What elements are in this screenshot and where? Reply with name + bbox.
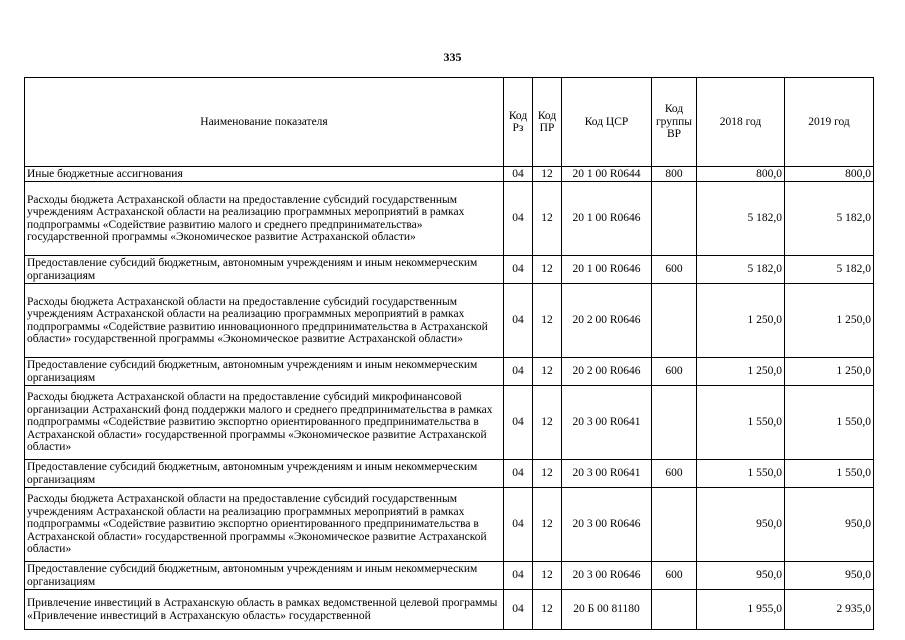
cell-csr: 20 2 00 R0646 xyxy=(562,284,652,358)
cell-rz: 04 xyxy=(504,386,533,460)
cell-vr: 600 xyxy=(652,358,697,386)
cell-csr: 20 2 00 R0646 xyxy=(562,358,652,386)
table-row xyxy=(25,256,874,284)
table-row xyxy=(25,460,874,488)
cell-y2018: 1 955,0 xyxy=(697,590,785,630)
cell-y2019: 2 935,0 xyxy=(785,590,874,630)
cell-csr: 20 3 00 R0641 xyxy=(562,386,652,460)
cell-vr xyxy=(652,284,697,358)
cell-rz: 04 xyxy=(504,460,533,488)
cell-csr: 20 3 00 R0641 xyxy=(562,460,652,488)
cell-y2019: 1 550,0 xyxy=(785,460,874,488)
cell-rz: 04 xyxy=(504,358,533,386)
cell-y2019: 5 182,0 xyxy=(785,182,874,256)
cell-pr: 12 xyxy=(533,256,562,284)
cell-csr: 20 Б 00 81180 xyxy=(562,590,652,630)
budget-table xyxy=(24,77,874,630)
table-row xyxy=(25,182,874,256)
header-2018: 2018 год xyxy=(697,78,785,167)
cell-name: Расходы бюджета Астраханской области на предоставление субсидий государственным учреждениям Астраханской области на реализацию программных мероприятий в рамках подпрограммы «Содействие развитию малого и среднего предпринимательства» государственной программы «Экономическое развитие Астраханской области» xyxy=(25,182,504,256)
cell-pr: 12 xyxy=(533,562,562,590)
cell-y2018: 950,0 xyxy=(697,562,785,590)
cell-y2019: 1 250,0 xyxy=(785,284,874,358)
cell-rz: 04 xyxy=(504,167,533,182)
cell-rz: 04 xyxy=(504,182,533,256)
cell-y2019: 950,0 xyxy=(785,488,874,562)
header-rz: Код Рз xyxy=(504,78,533,167)
cell-name: Расходы бюджета Астраханской области на предоставление субсидий государственным учреждениям Астраханской области на реализацию программных мероприятий в рамках подпрограммы «Содействие развитию инновационного предпринимательства в Астраханской области» государственной программы «Экономическое развитие Астраханской области» xyxy=(25,284,504,358)
cell-csr: 20 3 00 R0646 xyxy=(562,488,652,562)
cell-pr: 12 xyxy=(533,488,562,562)
cell-pr: 12 xyxy=(533,590,562,630)
header-name: Наименование показателя xyxy=(25,78,504,167)
cell-name: Предоставление субсидий бюджетным, автономным учреждениям и иным некоммерческим организациям xyxy=(25,460,504,488)
cell-y2019: 1 550,0 xyxy=(785,386,874,460)
cell-vr: 600 xyxy=(652,460,697,488)
cell-y2018: 1 550,0 xyxy=(697,386,785,460)
cell-name: Расходы бюджета Астраханской области на предоставление субсидий микрофинансовой организации Астраханский фонд поддержки малого и среднего предпринимательства в рамках подпрограммы «Содействие развитию экспортно ориентированного предпринимательства в Астраханской области» государственной программы «Экономическое развитие Астраханской области» xyxy=(25,386,504,460)
cell-rz: 04 xyxy=(504,488,533,562)
cell-csr: 20 1 00 R0646 xyxy=(562,256,652,284)
cell-csr: 20 1 00 R0644 xyxy=(562,167,652,182)
table-row xyxy=(25,167,874,182)
cell-pr: 12 xyxy=(533,182,562,256)
cell-name: Предоставление субсидий бюджетным, автономным учреждениям и иным некоммерческим организациям xyxy=(25,358,504,386)
cell-vr xyxy=(652,590,697,630)
cell-pr: 12 xyxy=(533,167,562,182)
cell-name: Предоставление субсидий бюджетным, автономным учреждениям и иным некоммерческим организациям xyxy=(25,562,504,590)
cell-name: Иные бюджетные ассигнования xyxy=(25,167,504,182)
cell-vr xyxy=(652,488,697,562)
cell-csr: 20 3 00 R0646 xyxy=(562,562,652,590)
table-row xyxy=(25,488,874,562)
cell-pr: 12 xyxy=(533,386,562,460)
cell-rz: 04 xyxy=(504,284,533,358)
cell-pr: 12 xyxy=(533,460,562,488)
table-row xyxy=(25,358,874,386)
cell-y2018: 800,0 xyxy=(697,167,785,182)
cell-vr: 600 xyxy=(652,562,697,590)
cell-vr xyxy=(652,386,697,460)
cell-y2018: 1 250,0 xyxy=(697,358,785,386)
cell-vr: 800 xyxy=(652,167,697,182)
cell-vr: 600 xyxy=(652,256,697,284)
cell-y2019: 1 250,0 xyxy=(785,358,874,386)
page-number: 335 xyxy=(443,50,462,64)
cell-y2019: 950,0 xyxy=(785,562,874,590)
cell-name: Привлечение инвестиций в Астраханскую область в рамках ведомственной целевой программы «Привлечение инвестиций в Астраханскую область» государственной xyxy=(25,590,504,630)
cell-y2018: 1 550,0 xyxy=(697,460,785,488)
cell-name: Предоставление субсидий бюджетным, автономным учреждениям и иным некоммерческим организациям xyxy=(25,256,504,284)
cell-rz: 04 xyxy=(504,256,533,284)
cell-csr: 20 1 00 R0646 xyxy=(562,182,652,256)
cell-vr xyxy=(652,182,697,256)
table-row xyxy=(25,386,874,460)
header-vr: Код группы ВР xyxy=(652,78,697,167)
cell-y2019: 5 182,0 xyxy=(785,256,874,284)
header-pr: Код ПР xyxy=(533,78,562,167)
cell-y2018: 1 250,0 xyxy=(697,284,785,358)
cell-rz: 04 xyxy=(504,562,533,590)
cell-y2018: 5 182,0 xyxy=(697,182,785,256)
header-csr: Код ЦСР xyxy=(562,78,652,167)
cell-y2018: 5 182,0 xyxy=(697,256,785,284)
cell-y2019: 800,0 xyxy=(785,167,874,182)
table-row xyxy=(25,562,874,590)
cell-rz: 04 xyxy=(504,590,533,630)
table-header-row xyxy=(25,78,874,167)
cell-pr: 12 xyxy=(533,284,562,358)
table-row xyxy=(25,590,874,630)
cell-y2018: 950,0 xyxy=(697,488,785,562)
cell-pr: 12 xyxy=(533,358,562,386)
header-2019: 2019 год xyxy=(785,78,874,167)
table-row xyxy=(25,284,874,358)
cell-name: Расходы бюджета Астраханской области на предоставление субсидий государственным учреждениям Астраханской области на реализацию программных мероприятий в рамках подпрограммы «Содействие развитию экспортно ориентированного предпринимательства в Астраханской области» государственной программы «Экономическое развитие Астраханской области» xyxy=(25,488,504,562)
